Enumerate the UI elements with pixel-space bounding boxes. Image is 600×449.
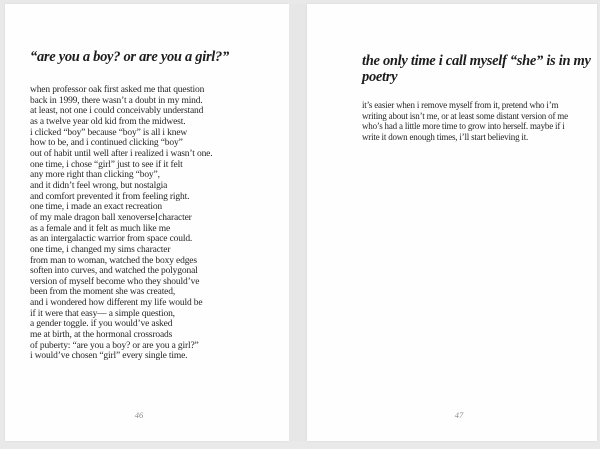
poem-line: of my male dragon ball xenoverse character — [30, 212, 192, 223]
poem-line: i would’ve chosen “girl” every single time. — [30, 351, 188, 362]
poem-line: as a twelve year old kid from the midwest. — [30, 116, 186, 127]
prose-line: write it down enough times, i’ll start believing it. — [362, 131, 529, 142]
prose-line: it’s easier when i remove myself from it, pretend who i’m — [362, 100, 559, 110]
title-line: the only time i call myself “she” is in my — [362, 53, 591, 69]
poem-line: been from the moment she was created, — [30, 287, 176, 298]
left-page-number: 46 — [134, 410, 144, 420]
poem-line: version of myself become who they should’ve — [30, 276, 200, 287]
title-line: poetry — [362, 68, 398, 85]
poem-line: when professor oak first asked me that question — [30, 85, 205, 95]
poem-line: and comfort prevented it from feeling right. — [30, 191, 190, 202]
right-poem-title — [362, 53, 591, 85]
right-page-number: 47 — [454, 410, 464, 420]
text-cursor — [156, 213, 157, 221]
poem-line: any more right than clicking “boy”, — [30, 170, 160, 181]
poem-line: one time, i made an exact recreation — [30, 202, 163, 213]
poem-line: from man to woman, watched the boxy edges — [30, 255, 197, 266]
poem-line: one time, i changed my sims character — [30, 244, 171, 255]
right-page[interactable] — [307, 4, 597, 441]
poem-line: soften into curves, and watched the polygonal — [30, 266, 198, 277]
left-poem[interactable] — [30, 85, 212, 362]
right-poem — [362, 100, 568, 142]
prose-line: writing about isn’t me, or at least some distant version of me — [362, 110, 568, 121]
poem-line: back in 1999, there wasn’t a doubt in my mind. — [30, 95, 203, 106]
poem-line: at least, not one i could conceivably understand — [30, 106, 204, 117]
left-poem-title: “are you a boy? or are you a girl?” — [30, 49, 229, 65]
poem-line: of puberty: “are you a boy? or are you a girl?” — [30, 340, 199, 351]
poem-line: i clicked “boy” because “boy” is all i knew — [30, 127, 188, 138]
poem-line: a gender toggle. if you would’ve asked — [30, 319, 173, 330]
poem-line: as a female and it felt as much like me — [30, 223, 171, 234]
prose-line: who’s had a little more time to grow into herself. maybe if i — [362, 121, 565, 132]
poem-line: and i wondered how different my life would be — [30, 298, 203, 309]
poem-line: out of habit until well after i realized i wasn’t one. — [30, 148, 213, 159]
poem-line: if it were that easy— a simple question, — [30, 308, 175, 319]
poem-line: how to be, and i continued clicking “boy” — [30, 138, 183, 149]
left-page[interactable] — [5, 4, 289, 441]
poem-line: and it didn’t feel wrong, but nostalgia — [30, 180, 168, 191]
page-gutter — [289, 4, 307, 441]
poem-line: me at birth, at the hormonal crossroads — [30, 330, 173, 341]
poem-line: as an intergalactic warrior from space could. — [30, 234, 193, 245]
poem-line: one time, i chose “girl” just to see if it felt — [30, 159, 183, 170]
